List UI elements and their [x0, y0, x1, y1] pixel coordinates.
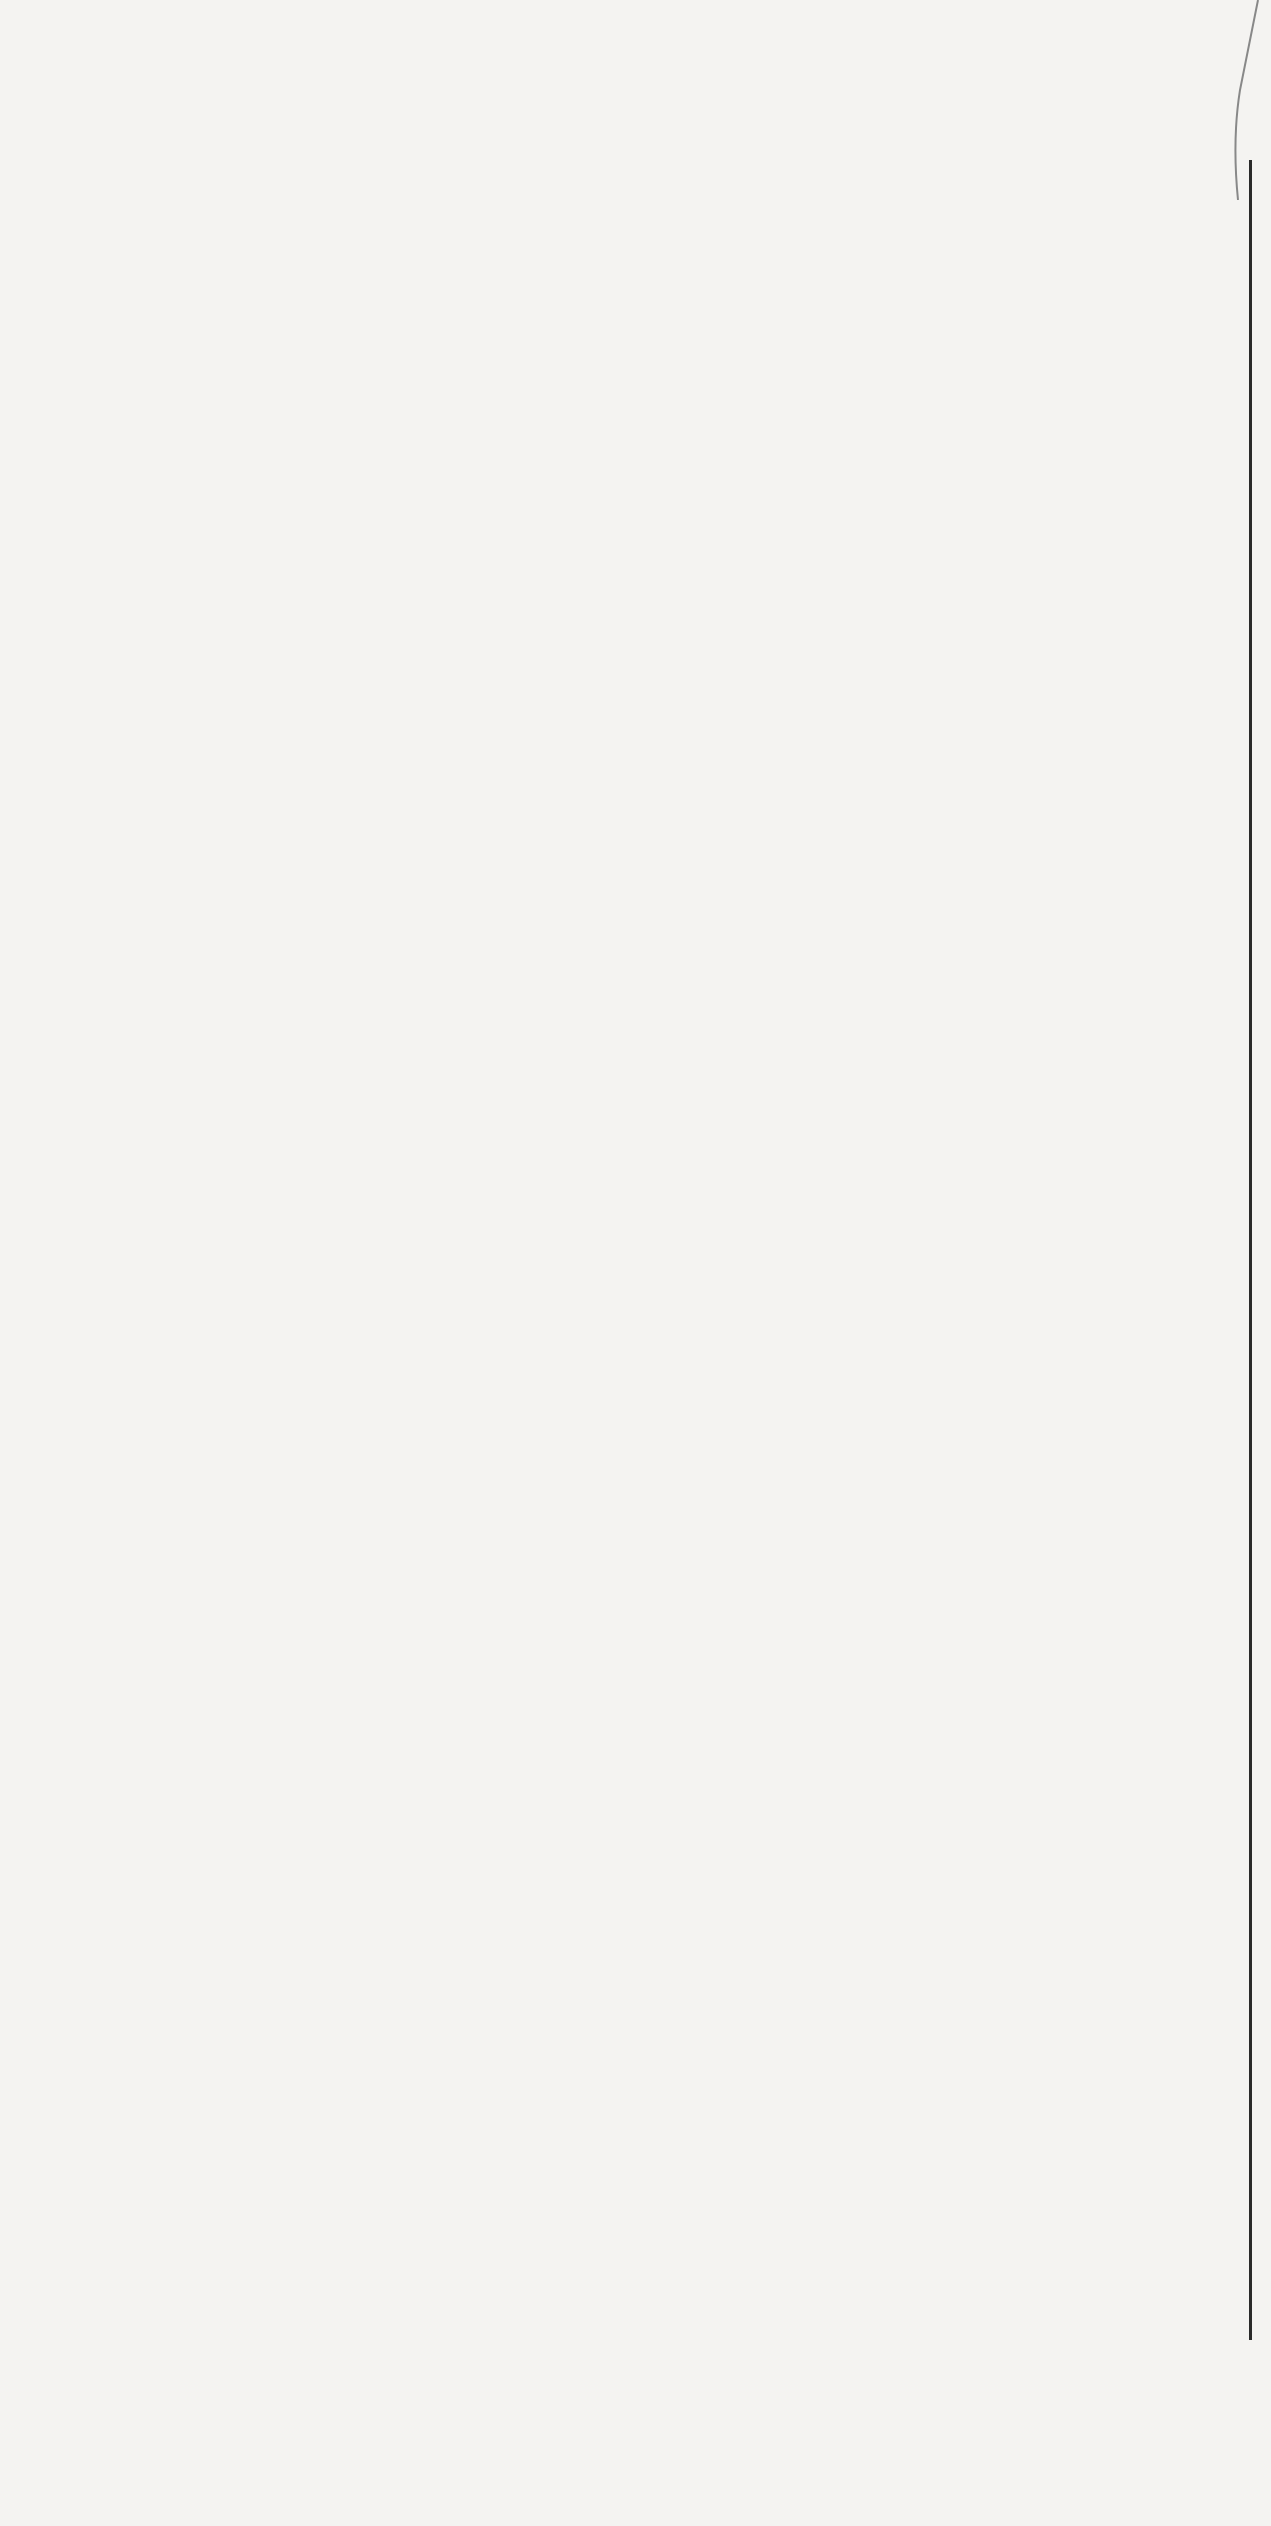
page-corner-curl: [1200, 0, 1271, 200]
watermark-logo: [280, 2362, 860, 2512]
right-margin-rule: [1249, 160, 1252, 2340]
